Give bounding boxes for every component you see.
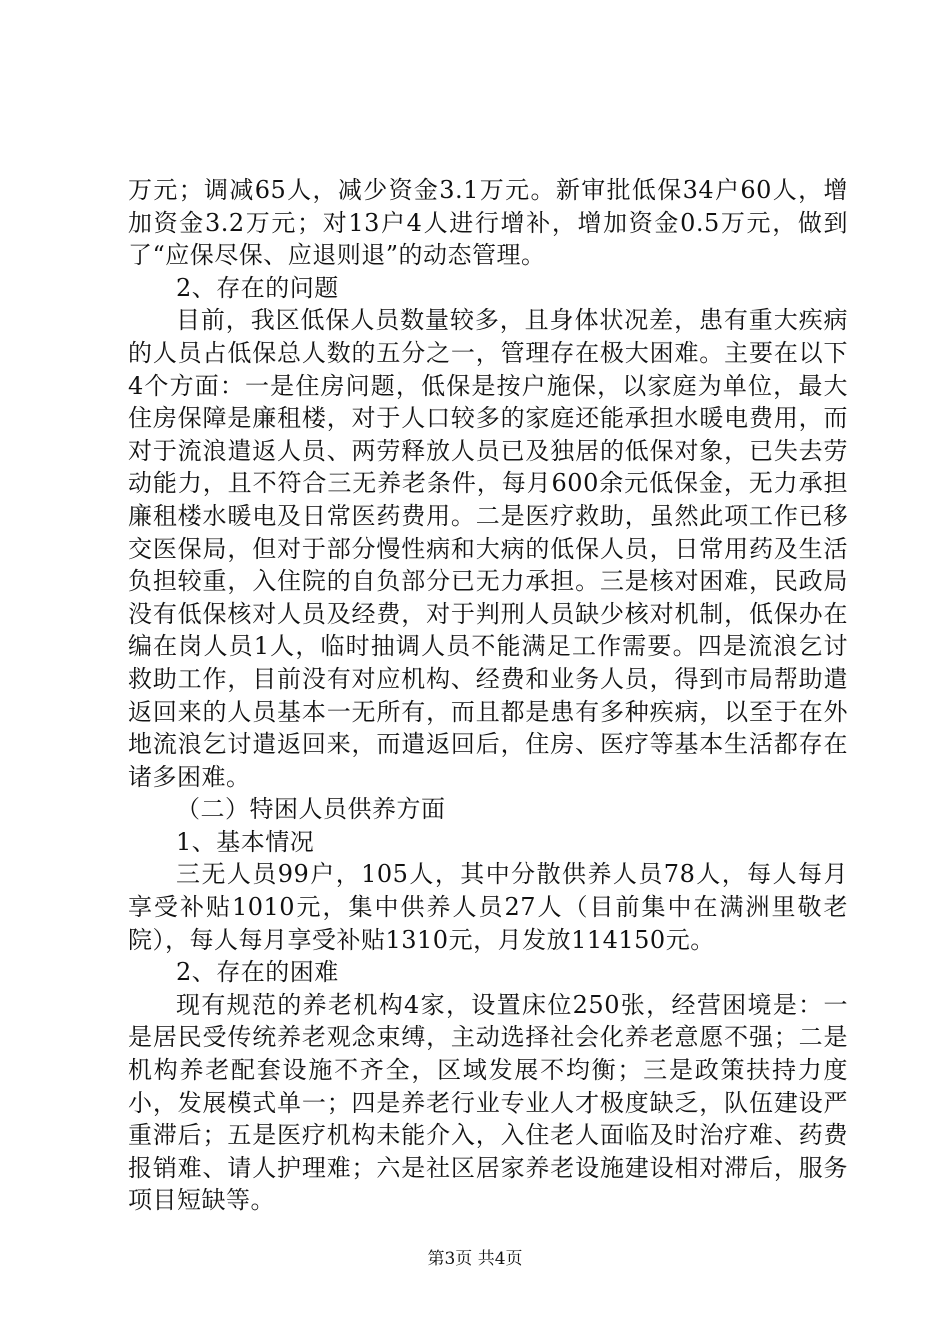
- paragraph-continued: 万元；调减65人，减少资金3.1万元。新审批低保34户60人，增加资金3.2万元；对13户4人进行增补，增加资金0.5万元，做到了“应保尽保、应退则退”的动态管理。: [128, 176, 848, 270]
- heading-existing-problems: 2、存在的问题: [176, 273, 339, 302]
- heading-basic-situation: 1、基本情况: [176, 827, 315, 856]
- paragraph-basic-situation: 三无人员99户，105人，其中分散供养人员78人，每人每月享受补贴1010元，集中供养人员27人（目前集中在满洲里敬老院），每人每月享受补贴1310元，月发放114150元。: [128, 860, 848, 954]
- page-footer: 第3页 共4页: [427, 1249, 523, 1269]
- paragraph-difficulties: 现有规范的养老机构4家，设置床位250张，经营困境是：一是居民受传统养老观念束缚，主动选择社会化养老意愿不强；二是机构养老配套设施不齐全，区域发展不均衡；三是政策扶持力度小，发展模式单一；四是养老行业专业人才极度缺乏，队伍建设严重滞后；五是医疗机构未能介入，入住老人面临及时治疗难、药费报销难、请人护理难；六是社区居家养老设施建设相对滞后，服务项目短缺等。: [128, 990, 848, 1215]
- heading-special-hardship: （二）特困人员供养方面: [176, 795, 446, 824]
- paragraph-problems: 目前，我区低保人员数量较多，且身体状况差，患有重大疾病的人员占低保总人数的五分之一，管理存在极大困难。主要在以下4个方面：一是住房问题，低保是按户施保，以家庭为单位，最大住房保障是廉租楼，对于人口较多的家庭还能承担水暖电费用，而对于流浪遣返人员、两劳释放人员已及独居的低保对象，已失去劳动能力，且不符合三无养老条件，每月600余元低保金，无力承担廉租楼水暖电及日常医药费用。二是医疗救助，虽然此项工作已移交医保局，但对于部分慢性病和大病的低保人员，日常用药及生活负担较重，入住院的自负部分已无力承担。三是核对困难，民政局没有低保核对人员及经费，对于判刑人员缺少核对机制，低保办在编在岗人员1人，临时抽调人员不能满足工作需要。四是流浪乞讨救助工作，目前没有对应机构、经费和业务人员，得到市局帮助遣返回来的人员基本一无所有，而且都是患有多种疾病，以至于在外地流浪乞讨遣返回来，而遣返回后，住房、医疗等基本生活都存在诸多困难。: [128, 306, 848, 791]
- document-body: [128, 174, 848, 1217]
- heading-existing-difficulties: 2、存在的困难: [176, 958, 339, 987]
